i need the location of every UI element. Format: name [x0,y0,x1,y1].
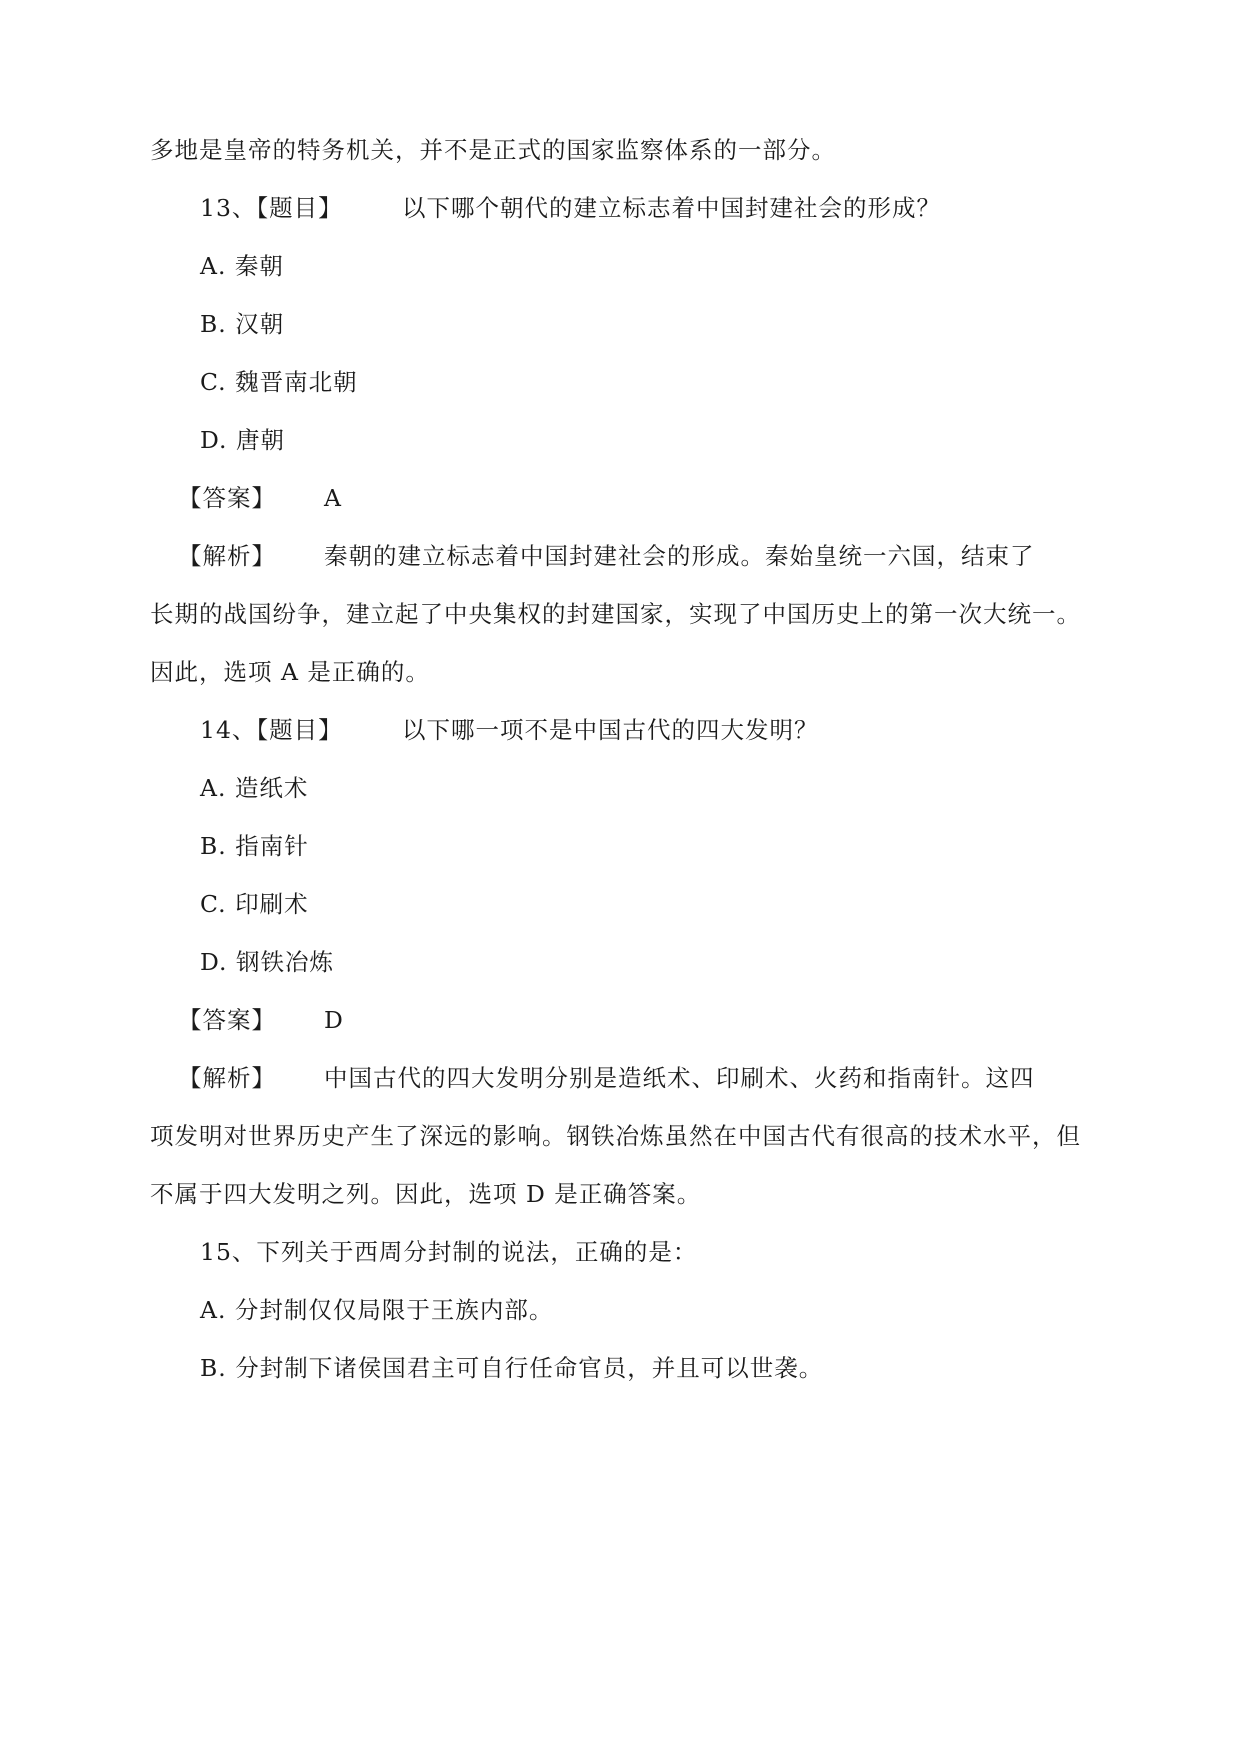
question-14-text: 以下哪一项不是中国古代的四大发明？ [402,716,819,744]
q14-option-b: B. 指南针 [200,832,309,860]
question-13 [200,192,1160,224]
q13-explanation-line-2: 长期的战国纷争，建立起了中央集权的封建国家，实现了中国历史上的第一次大统一。 [150,600,1081,628]
question-14 [200,714,1160,746]
q14-explanation-line-1 [178,1062,1138,1094]
q14-option-c: C. 印刷术 [200,890,309,918]
q13-option-a: A. 秦朝 [200,252,284,280]
q13-explanation-text-1: 秦朝的建立标志着中国封建社会的形成。秦始皇统一六国，结束了 [324,542,1035,570]
continuation-text: 多地是皇帝的特务机关，并不是正式的国家监察体系的一部分。 [150,136,836,164]
question-14-label: 14、【题目】 [200,716,343,744]
q14-explanation-line-2: 项发明对世界历史产生了深远的影响。钢铁冶炼虽然在中国古代有很高的技术水平，但 [150,1122,1081,1150]
q14-explanation-text-1: 中国古代的四大发明分别是造纸术、印刷术、火药和指南针。这四 [324,1064,1035,1092]
q14-answer-value: D [324,1006,344,1034]
question-15-text: 下列关于西周分封制的说法，正确的是： [256,1238,698,1266]
q14-answer-label: 【答案】 [178,1006,276,1034]
q14-option-d: D. 钢铁冶炼 [200,948,334,976]
q13-answer-label: 【答案】 [178,484,276,512]
question-13-text: 以下哪个朝代的建立标志着中国封建社会的形成？ [402,194,941,222]
q13-option-c: C. 魏晋南北朝 [200,368,358,396]
q14-option-a: A. 造纸术 [200,774,309,802]
q13-explanation-line-1 [178,540,1138,572]
q15-option-a: A. 分封制仅仅局限于王族内部。 [200,1296,554,1324]
q13-answer [178,482,1138,514]
q14-explanation-line-3: 不属于四大发明之列。因此，选项 D 是正确答案。 [150,1180,702,1208]
q13-explanation-line-3: 因此，选项 A 是正确的。 [150,658,430,686]
q14-answer [178,1004,1138,1036]
question-13-label: 13、【题目】 [200,194,343,222]
q13-option-d: D. 唐朝 [200,426,285,454]
q15-option-b: B. 分封制下诸侯国君主可自行任命官员，并且可以世袭。 [200,1354,824,1382]
q13-explanation-label: 【解析】 [178,542,276,570]
q13-option-b: B. 汉朝 [200,310,285,338]
q14-explanation-label: 【解析】 [178,1064,276,1092]
question-15-label: 15、 [200,1238,257,1266]
q13-answer-value: A [324,484,342,512]
question-15 [200,1236,1160,1268]
